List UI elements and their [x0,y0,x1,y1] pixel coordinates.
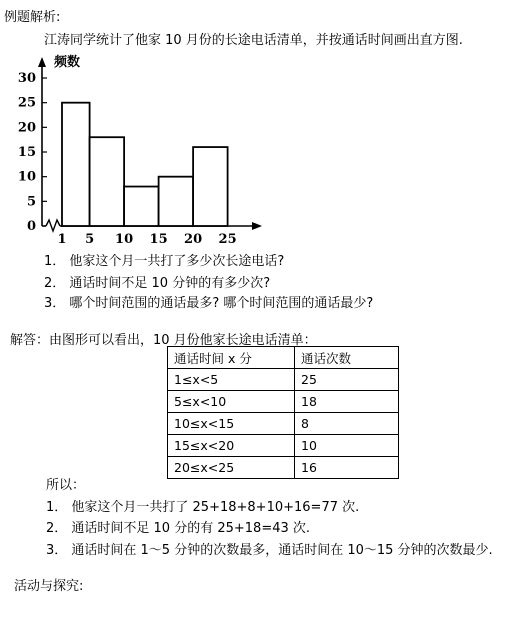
histogram-chart [0,0,518,260]
table-row [168,435,399,457]
y-tick-label: 0 [26,219,36,234]
table-cell-range: 5≤x<10 [168,391,295,413]
y-axis-label: 频数 [54,55,81,70]
table-header-row [168,347,399,369]
table-cell-range: 10≤x<15 [168,413,295,435]
histogram-bar [90,137,125,226]
answer-intro: 解答：由图形可以看出，10 月份他家长途电话清单： [10,333,317,348]
x-tick-label: 15 [149,232,168,247]
table-cell-range: 1≤x<5 [168,369,295,391]
table-cell-count: 18 [295,391,399,413]
so-label: 所以： [46,478,86,493]
table-row [168,369,399,391]
question-1: 1． 他家这个月一共打了多少次长途电话? [44,254,285,269]
y-tick-label: 5 [26,194,36,210]
table-cell-range: 20≤x<25 [168,457,295,479]
table-header-count: 通话次数 [295,347,399,369]
question-2: 2． 通话时间不足 10 分钟的有多少次? [44,276,271,291]
answer-1: 1． 他家这个月一共打了 25+18+8+10+16=77 次. [46,500,360,515]
y-tick-label: 15 [17,145,36,161]
answer-3: 3． 通话时间在 1～5 分钟的次数最多，通话时间在 10～15 分钟的次数最少. [46,543,493,558]
y-tick-label: 20 [17,120,36,136]
x-axis-break [46,220,60,231]
question-3: 3． 哪个时间范围的通话最多? 哪个时间范围的通话最少? [44,296,374,311]
table-cell-count: 10 [295,435,399,457]
x-axis-arrow [252,222,262,230]
table-cell-count: 8 [295,413,399,435]
call-frequency-table [167,346,399,479]
x-tick-label: 5 [85,232,95,247]
answer-2: 2． 通话时间不足 10 分的有 25+18=43 次. [46,521,311,536]
x-tick-label: 1 [57,232,67,247]
y-tick-label: 25 [17,95,36,111]
histogram-bar [159,177,194,226]
table-row [168,391,399,413]
x-tick-label: 20 [184,232,203,247]
table-row [168,413,399,435]
table-cell-range: 15≤x<20 [168,435,295,457]
example-heading: 例题解析: [4,10,61,25]
histogram-bar [124,187,159,226]
table-cell-count: 16 [295,457,399,479]
x-tick-label: 10 [115,232,134,247]
activity-heading: 活动与探究: [14,579,84,594]
table-row [168,457,399,479]
x-tick-label: 25 [218,232,237,247]
y-tick-label: 30 [17,71,36,87]
table-header-duration: 通话时间 x 分 [168,347,295,369]
histogram-bar [62,103,90,226]
y-axis-arrow [38,57,46,67]
problem-intro: 江涛同学统计了他家 10 月份的长途电话清单，并按通话时间画出直方图. [44,33,463,48]
table-cell-count: 25 [295,369,399,391]
histogram-bar [193,147,228,226]
y-tick-label: 10 [17,169,36,185]
